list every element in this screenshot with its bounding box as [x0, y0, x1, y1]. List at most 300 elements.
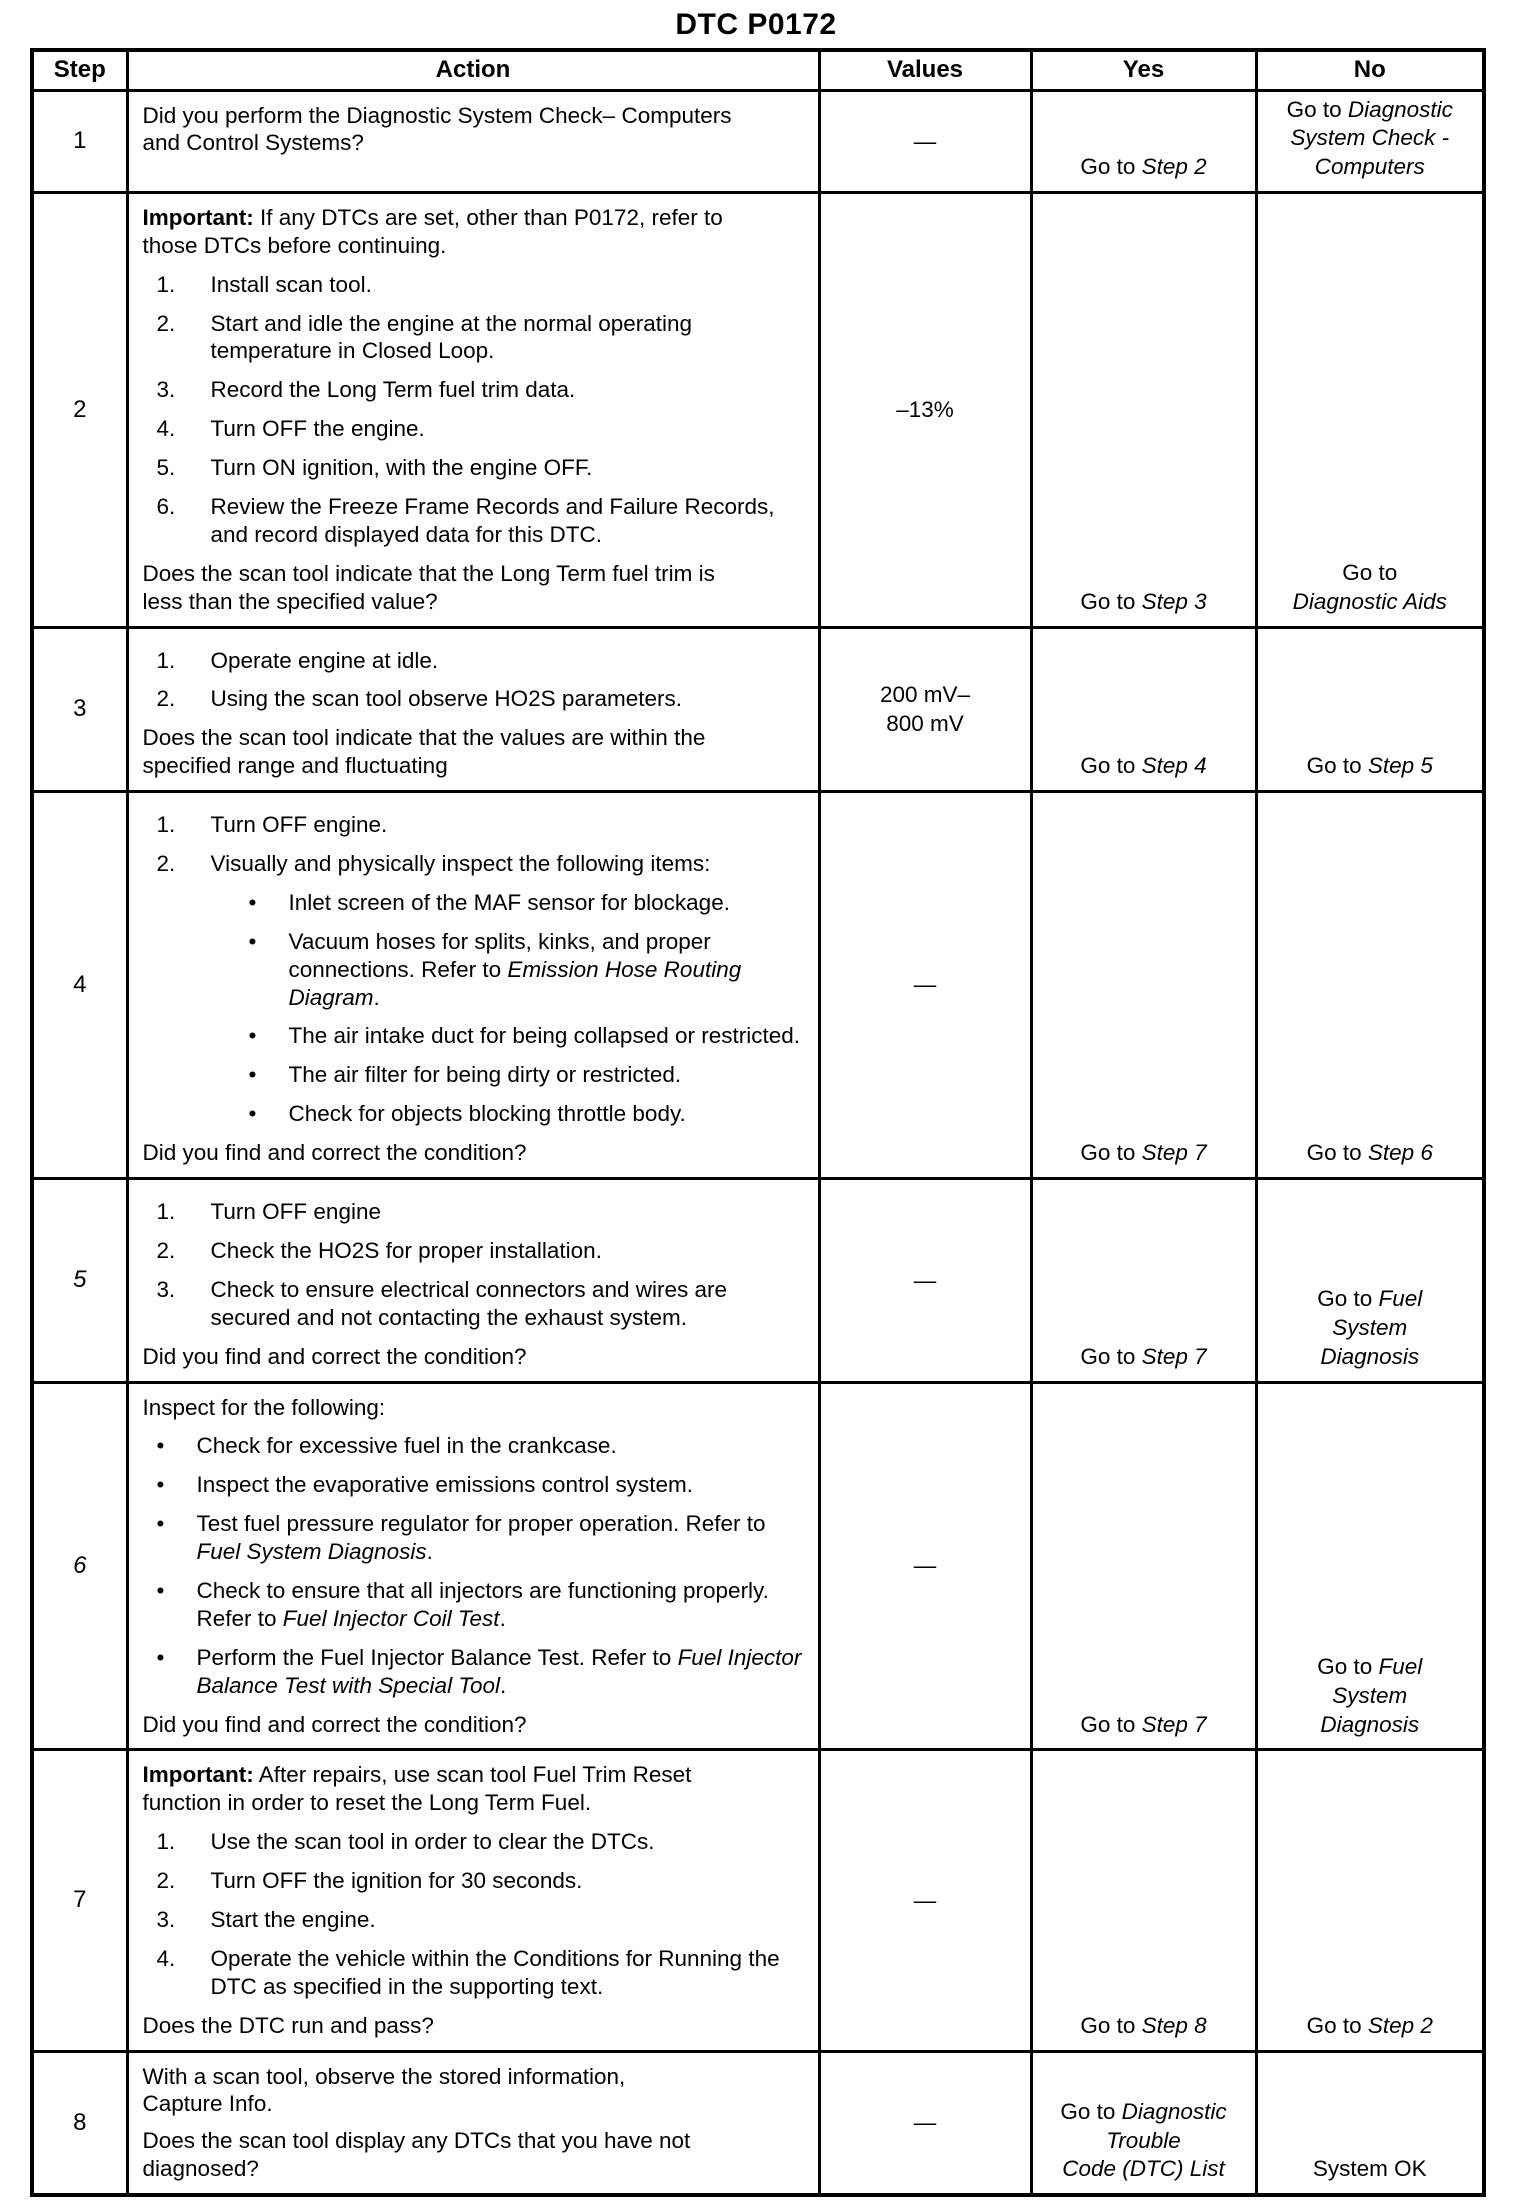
no-cell	[1256, 627, 1484, 792]
italic-reference: Fuel	[1378, 1286, 1423, 1312]
item-text	[211, 647, 808, 675]
text-run: .	[373, 984, 380, 1010]
values-cell-text	[825, 395, 1026, 424]
italic-reference: Fuel Injector Balance Test with Special Tool	[196, 1644, 802, 1698]
text-line	[1039, 588, 1249, 617]
text-run: Go to	[1080, 2012, 1142, 2038]
item-text	[289, 928, 808, 1012]
yes-cell-text	[1039, 1343, 1249, 1372]
item-number: 2.	[156, 851, 176, 877]
text-run: Operate the vehicle within the Conditions for Running the DTC as specified in the supporting text.	[210, 1945, 780, 1999]
text-run: Inlet screen of the MAF sensor for blockage.	[288, 889, 730, 915]
list-item	[157, 454, 808, 482]
text-run: Go to	[1060, 2098, 1122, 2124]
action-cell	[127, 627, 819, 792]
question-paragraph	[143, 560, 808, 616]
text-run: After repairs, use scan tool Fuel Trim Reset	[253, 1762, 692, 1788]
action-cell	[127, 2051, 819, 2195]
text-line	[1264, 96, 1477, 125]
text-run: .	[426, 1539, 433, 1565]
yes-cell	[1031, 792, 1256, 1179]
bullet-icon: •	[156, 1511, 165, 1537]
list-item	[157, 493, 808, 549]
column-header-no: No	[1256, 50, 1484, 90]
bold-label: Important:	[142, 1762, 254, 1788]
bullet-icon: •	[248, 1023, 257, 1049]
item-text	[211, 415, 808, 443]
action-cell	[127, 1750, 819, 2051]
item-text	[197, 1644, 808, 1700]
list-item	[157, 1577, 808, 1633]
italic-reference: Diagnosis	[1320, 1711, 1420, 1737]
yes-cell	[1031, 1382, 1256, 1750]
text-line	[1039, 1343, 1249, 1372]
item-number: 2.	[156, 310, 176, 336]
italic-reference: System	[1332, 1682, 1408, 1708]
text-run: Did you find and correct the condition?	[142, 1711, 527, 1737]
numbered-list	[157, 1198, 808, 1332]
text-line	[1264, 1314, 1477, 1343]
text-run: The air filter for being dirty or restricted.	[288, 1062, 682, 1088]
no-cell-text	[1264, 2012, 1477, 2041]
item-number: 4.	[156, 1945, 176, 1971]
italic-reference: Computers	[1314, 154, 1425, 180]
question-paragraph	[143, 724, 808, 780]
table-row	[32, 1179, 1484, 1382]
bullet-icon: •	[156, 1433, 165, 1459]
italic-reference: Diagnostic Aids	[1292, 588, 1447, 614]
item-text	[211, 1906, 808, 1934]
item-number: 3.	[156, 1906, 176, 1932]
list-item	[157, 310, 808, 366]
step-number: 6	[32, 1382, 127, 1750]
text-run: Did you find and correct the condition?	[142, 1140, 527, 1166]
text-run: Inspect for the following:	[142, 1394, 386, 1420]
item-text	[211, 271, 808, 299]
item-number: 5.	[156, 455, 176, 481]
item-text	[211, 1867, 808, 1895]
action-paragraph	[143, 204, 808, 260]
text-run: Go to	[1306, 1140, 1368, 1166]
step-number: 5	[32, 1179, 127, 1382]
italic-reference: Step 4	[1141, 753, 1207, 779]
bullet-icon: •	[248, 889, 257, 915]
text-run: Inspect the evaporative emissions control system.	[196, 1472, 693, 1498]
yes-cell	[1031, 627, 1256, 792]
text-run: Test fuel pressure regulator for proper operation. Refer to	[196, 1511, 766, 1537]
list-item	[157, 376, 808, 404]
dtc-table-body	[32, 90, 1484, 2195]
text-run: Record the Long Term fuel trim data.	[210, 377, 576, 403]
text-line	[1264, 124, 1477, 153]
text-line	[1039, 2012, 1249, 2041]
text-run: Go to	[1080, 1140, 1142, 1166]
item-text	[211, 454, 808, 482]
text-line	[1039, 2155, 1249, 2184]
text-run: and Control Systems?	[142, 130, 364, 156]
item-text	[211, 493, 808, 549]
text-run: Vacuum hoses for splits, kinks, and proper connections. Refer to	[288, 928, 711, 982]
action-cell	[127, 792, 819, 1179]
text-run: If any DTCs are set, other than P0172, refer to	[253, 204, 723, 230]
text-run: Go to	[1080, 1711, 1142, 1737]
item-text	[289, 1061, 808, 1089]
item-number: 2.	[156, 1868, 176, 1894]
item-number: 1.	[156, 812, 176, 838]
page-title: DTC P0172	[675, 8, 837, 41]
text-line	[1039, 2127, 1249, 2156]
text-run: Turn OFF the ignition for 30 seconds.	[210, 1868, 583, 1894]
italic-reference: Diagnosis	[1320, 1343, 1420, 1369]
text-run: Visually and physically inspect the following items:	[210, 851, 711, 877]
column-header-action: Action	[127, 50, 819, 90]
yes-cell	[1031, 1750, 1256, 2051]
item-number: 1.	[156, 1829, 176, 1855]
values-cell	[819, 2051, 1031, 2195]
yes-cell	[1031, 90, 1256, 192]
item-text	[197, 1471, 808, 1499]
no-cell-text	[1264, 1653, 1477, 1739]
item-number: 4.	[156, 416, 176, 442]
text-line: –13%	[896, 397, 954, 423]
bullet-icon: •	[156, 1644, 165, 1670]
text-line	[1264, 2012, 1477, 2041]
text-line	[1264, 1711, 1477, 1740]
list-item	[157, 1471, 808, 1499]
yes-cell-text	[1039, 153, 1249, 182]
values-cell	[819, 627, 1031, 792]
table-row	[32, 192, 1484, 627]
dtc-table	[30, 48, 1486, 2197]
no-cell-text	[1264, 559, 1477, 617]
list-item	[249, 928, 808, 1012]
text-run: Turn ON ignition, with the engine OFF.	[210, 455, 593, 481]
text-run: function in order to reset the Long Term Fuel.	[142, 1790, 592, 1816]
step-number: 4	[32, 792, 127, 1179]
item-number: 6.	[156, 494, 176, 520]
yes-cell-text	[1039, 2012, 1249, 2041]
bullet-icon: •	[156, 1472, 165, 1498]
item-text	[289, 889, 808, 917]
list-item	[157, 1510, 808, 1566]
italic-reference: Step 7	[1141, 1343, 1207, 1369]
italic-reference: Fuel System Diagnosis	[196, 1539, 427, 1565]
text-line	[1039, 1711, 1249, 1740]
text-line	[1039, 752, 1249, 781]
step-number: 3	[32, 627, 127, 792]
list-item	[157, 1432, 808, 1460]
item-text	[197, 1577, 808, 1633]
text-line	[1264, 1343, 1477, 1372]
italic-reference: Fuel Injector Coil Test	[282, 1605, 500, 1631]
text-run: Does the DTC run and pass?	[142, 2012, 434, 2038]
text-run: .	[499, 1605, 506, 1631]
list-item	[157, 811, 808, 839]
column-header-values: Values	[819, 50, 1031, 90]
italic-reference: Step 3	[1141, 588, 1207, 614]
italic-reference: Step 7	[1141, 1140, 1207, 1166]
action-paragraph	[143, 2063, 808, 2119]
values-cell	[819, 192, 1031, 627]
yes-cell-text	[1039, 2098, 1249, 2184]
item-text	[211, 1237, 808, 1265]
list-item	[157, 1237, 808, 1265]
text-line	[1264, 559, 1477, 588]
numbered-list	[157, 271, 808, 549]
action-paragraph	[143, 102, 808, 158]
item-text	[289, 1100, 808, 1128]
text-run: Did you find and correct the condition?	[142, 1343, 527, 1369]
table-row	[32, 792, 1484, 1179]
question-paragraph	[143, 2012, 808, 2040]
text-line: 200 mV–	[879, 682, 971, 708]
text-run: Using the scan tool observe HO2S parameters.	[210, 686, 682, 712]
list-item	[249, 1022, 808, 1050]
text-run: Go to	[1080, 588, 1142, 614]
action-cell	[127, 1179, 819, 1382]
text-line: —	[913, 1887, 937, 1913]
text-run: Review the Freeze Frame Records and Failure Records, and record displayed data for this DTC.	[210, 494, 775, 547]
values-cell	[819, 90, 1031, 192]
text-run: Go to	[1342, 559, 1398, 585]
italic-reference: Step 2	[1141, 154, 1207, 180]
italic-reference: Fuel	[1378, 1654, 1423, 1680]
action-paragraph	[143, 1394, 808, 1422]
text-line: —	[913, 2110, 937, 2136]
yes-cell-text	[1039, 1711, 1249, 1740]
bullet-icon: •	[156, 1577, 165, 1603]
text-run: Start and idle the engine at the normal operating temperature in Closed Loop.	[210, 310, 693, 364]
text-line	[1264, 1139, 1477, 1168]
values-cell-text	[825, 1551, 1026, 1580]
text-line: —	[913, 128, 937, 154]
item-text	[211, 1828, 808, 1856]
item-number: 1.	[156, 271, 176, 297]
text-run: System OK	[1312, 2156, 1427, 2182]
list-item	[249, 1100, 808, 1128]
header-row	[32, 50, 1484, 90]
text-line: —	[913, 1553, 937, 1579]
text-run: Go to	[1080, 753, 1142, 779]
italic-reference: Diagnostic	[1121, 2098, 1227, 2124]
bullet-list	[157, 1432, 808, 1699]
item-text	[211, 1945, 808, 2001]
text-run: Install scan tool.	[210, 271, 372, 297]
item-number: 2.	[156, 686, 176, 712]
action-cell	[127, 192, 819, 627]
yes-cell-text	[1039, 752, 1249, 781]
item-text	[211, 310, 808, 366]
values-cell-text	[825, 680, 1026, 739]
text-run: Does the scan tool indicate that the Long Term fuel trim is	[142, 560, 715, 586]
text-run: less than the specified value?	[142, 588, 438, 614]
list-item	[157, 1276, 808, 1332]
list-item	[249, 1061, 808, 1089]
no-cell	[1256, 192, 1484, 627]
step-number: 7	[32, 1750, 127, 2051]
text-run: Did you perform the Diagnostic System Check– Computers	[142, 102, 732, 128]
text-run: Use the scan tool in order to clear the DTCs.	[210, 1829, 655, 1855]
values-cell-text	[825, 2108, 1026, 2137]
item-text	[211, 850, 808, 878]
bullet-icon: •	[248, 1101, 257, 1127]
text-line: —	[913, 972, 937, 998]
no-cell	[1256, 1750, 1484, 2051]
yes-cell	[1031, 192, 1256, 627]
no-cell	[1256, 1179, 1484, 1382]
yes-cell	[1031, 1179, 1256, 1382]
list-item	[157, 1198, 808, 1226]
text-line	[1264, 752, 1477, 781]
text-run: diagnosed?	[142, 2156, 259, 2182]
action-paragraph	[143, 1761, 808, 1817]
no-cell	[1256, 90, 1484, 192]
italic-reference: Code (DTC) List	[1062, 2156, 1225, 2182]
item-text	[211, 811, 808, 839]
list-item	[157, 1828, 808, 1856]
item-text	[289, 1022, 808, 1050]
item-number: 1.	[156, 1199, 176, 1225]
text-line: 800 mV	[886, 711, 964, 737]
text-run: Turn OFF the engine.	[210, 416, 425, 442]
values-cell	[819, 1750, 1031, 2051]
item-text	[197, 1510, 808, 1566]
action-cell	[127, 90, 819, 192]
numbered-list	[157, 1828, 808, 2000]
text-run: Turn OFF engine	[210, 1199, 381, 1225]
item-text	[211, 685, 808, 713]
bold-label: Important:	[142, 204, 254, 230]
italic-reference: Trouble	[1106, 2127, 1181, 2153]
text-run: Go to	[1317, 1286, 1379, 1312]
item-number: 3.	[156, 377, 176, 403]
text-line	[1264, 588, 1477, 617]
italic-reference: System Check -	[1290, 125, 1450, 151]
text-run: Capture Info.	[142, 2091, 273, 2117]
text-line: —	[913, 1267, 937, 1293]
step-number: 2	[32, 192, 127, 627]
table-row	[32, 1382, 1484, 1750]
table-row	[32, 1750, 1484, 2051]
text-run: Does the scan tool display any DTCs that you have not	[142, 2128, 691, 2154]
no-cell	[1256, 792, 1484, 1179]
question-paragraph	[143, 1711, 808, 1739]
list-item	[157, 1906, 808, 1934]
text-run: Check the HO2S for proper installation.	[210, 1237, 602, 1263]
values-cell-text	[825, 127, 1026, 156]
text-line	[1264, 1653, 1477, 1682]
no-cell	[1256, 2051, 1484, 2195]
list-item	[157, 1867, 808, 1895]
text-line	[1264, 1285, 1477, 1314]
step-number: 1	[32, 90, 127, 192]
list-item	[157, 415, 808, 443]
text-run: specified range and fluctuating	[142, 753, 448, 779]
numbered-list	[157, 811, 808, 878]
italic-reference: Diagnostic	[1347, 96, 1453, 122]
text-run: Start the engine.	[210, 1906, 376, 1932]
text-run: Check to ensure electrical connectors and wires are secured and not contacting the exhaust system.	[210, 1276, 728, 1330]
text-run: Turn OFF engine.	[210, 812, 388, 838]
item-number: 2.	[156, 1237, 176, 1263]
table-header	[32, 50, 1484, 90]
italic-reference: Step 5	[1367, 753, 1433, 779]
item-text	[211, 1276, 808, 1332]
step-number: 8	[32, 2051, 127, 2195]
text-run: Go to	[1080, 154, 1142, 180]
italic-reference: Step 7	[1141, 1711, 1207, 1737]
table-row	[32, 90, 1484, 192]
list-item	[157, 850, 808, 878]
numbered-list	[157, 647, 808, 714]
item-text	[211, 1198, 808, 1226]
text-run: Go to	[1286, 96, 1348, 122]
text-run: those DTCs before continuing.	[142, 232, 447, 258]
item-number: 1.	[156, 647, 176, 673]
table-row	[32, 2051, 1484, 2195]
text-line	[1264, 1682, 1477, 1711]
item-text	[197, 1432, 808, 1460]
question-paragraph	[143, 1139, 808, 1167]
italic-reference: System	[1332, 1314, 1408, 1340]
text-run: With a scan tool, observe the stored information,	[142, 2063, 626, 2089]
values-cell	[819, 1382, 1031, 1750]
yes-cell-text	[1039, 588, 1249, 617]
list-item	[157, 1644, 808, 1700]
text-line	[1039, 153, 1249, 182]
list-item	[157, 1945, 808, 2001]
values-cell-text	[825, 1266, 1026, 1295]
no-cell	[1256, 1382, 1484, 1750]
text-run: Operate engine at idle.	[210, 647, 439, 673]
table-row	[32, 627, 1484, 792]
yes-cell	[1031, 2051, 1256, 2195]
no-cell-text	[1264, 96, 1477, 182]
text-line	[1039, 1139, 1249, 1168]
text-run: Go to	[1306, 2012, 1368, 2038]
action-cell	[127, 1382, 819, 1750]
values-cell-text	[825, 1886, 1026, 1915]
text-line	[1264, 2155, 1477, 2184]
list-item	[157, 685, 808, 713]
text-line	[1039, 2098, 1249, 2127]
no-cell-text	[1264, 1285, 1477, 1371]
bullet-icon: •	[248, 1062, 257, 1088]
list-item	[249, 889, 808, 917]
text-run: Check for objects blocking throttle body.	[288, 1101, 686, 1127]
item-text	[211, 376, 808, 404]
yes-cell-text	[1039, 1139, 1249, 1168]
text-run: .	[500, 1672, 507, 1698]
list-item	[157, 647, 808, 675]
bullet-icon: •	[248, 928, 257, 954]
italic-reference: Step 2	[1367, 2012, 1433, 2038]
text-run: Does the scan tool indicate that the values are within the	[142, 725, 706, 751]
values-cell	[819, 792, 1031, 1179]
column-header-step: Step	[32, 50, 127, 90]
no-cell-text	[1264, 752, 1477, 781]
values-cell	[819, 1179, 1031, 1382]
question-paragraph	[143, 2127, 808, 2183]
italic-reference: Step 8	[1141, 2012, 1207, 2038]
text-run: Go to	[1080, 1343, 1142, 1369]
item-number: 3.	[156, 1276, 176, 1302]
no-cell-text	[1264, 2155, 1477, 2184]
text-run: Check for excessive fuel in the crankcase.	[196, 1433, 617, 1459]
italic-reference: Emission Hose Routing Diagram	[288, 956, 742, 1010]
text-run: Check to ensure that all injectors are functioning properly. Refer to	[196, 1577, 769, 1631]
question-paragraph	[143, 1343, 808, 1371]
